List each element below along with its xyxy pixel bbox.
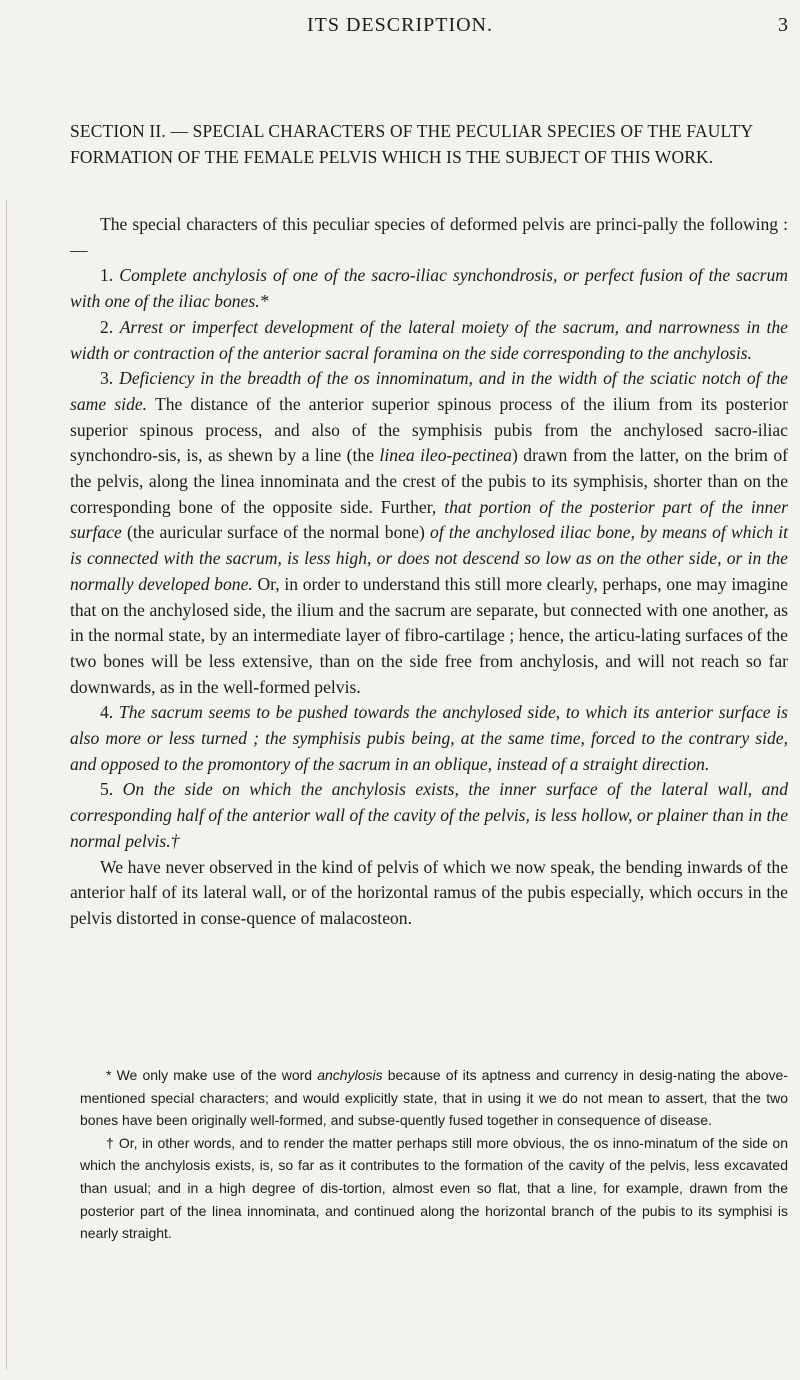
- intro-paragraph: The special characters of this peculiar species of deformed pelvis are princi-pally the following :—: [70, 214, 788, 260]
- item-number: 5.: [100, 779, 114, 800]
- character-item-5: [70, 777, 788, 854]
- footnote-text-cont: because of its aptness and currency in desig-nating the above-mentioned special characters; and would explicitly state, that in using it we do not mean to assert, that the two bones have been originally well-formed, and subse-quently fused together in consequence of disease.: [80, 1067, 788, 1129]
- footnotes: [80, 1064, 788, 1245]
- item-text-b: ) drawn from the latter, on the brim of the pelvis, along the linea innominata and the crest of the pubis to its symphisis, shorter than on the corresponding bone of the opposite side. Further,: [70, 445, 788, 517]
- footnote-2: [80, 1132, 788, 1245]
- item-text-italic-b: linea ileo-pectinea: [379, 445, 512, 466]
- closing-paragraph: We have never observed in the kind of pelvis of which we now speak, the bending inwards of the anterior half of its lateral wall, or of the horizontal ramus of the pubis especially, which occurs in the pelvis distorted in conse-quence of malacosteon.: [70, 856, 788, 928]
- item-number: 4.: [100, 702, 114, 723]
- item-number: 2.: [100, 316, 114, 337]
- item-text: Arrest or imperfect development of the lateral moiety of the sacrum, and narrowness in the width or contraction of the anterior sacral foramina on the side corresponding to the anchylosis.: [70, 316, 788, 363]
- item-number: 1.: [100, 265, 114, 286]
- item-text: On the side on which the anchylosis exists, the inner surface of the lateral wall, and corresponding half of the anterior wall of the cavity of the pelvis, is less hollow, or plainer than in the normal pelvis.†: [70, 779, 788, 851]
- item-text-d: Or, in order to understand this still more clearly, perhaps, one may imagine that on the anchylosed side, the ilium and the sacrum are separate, but connected with one another, as in the normal state, by an intermediate layer of fibro-cartilage ; hence, the articu-lating surfaces of the two bones will be less extensive, than on the side free from anchylosis, and will not reach so far downwards, as in the well-formed pelvis.: [70, 573, 788, 697]
- character-item-2: [70, 315, 788, 366]
- item-text-italic-a: Deficiency in the breadth of the os innominatum, and in the width of the sciatic notch of the same side.: [70, 368, 788, 414]
- section-heading: SECTION II. — SPECIAL CHARACTERS OF THE PECULIAR SPECIES OF THE FAULTY FORMATION OF THE FEMALE PELVIS WHICH IS THE SUBJECT OF THIS WORK.: [70, 121, 753, 167]
- item-text-c: (the auricular surface of the normal bone): [121, 522, 431, 543]
- item-text-italic-d: of the anchylosed iliac bone, by means of which it is connected with the sacrum, is less high, or does not descend so low as on the other side, or in the normally developed bone.: [70, 522, 788, 594]
- character-item-1: [70, 263, 788, 314]
- body-text: [70, 212, 788, 932]
- running-header: [0, 14, 800, 44]
- footnote-italic: anchylosis: [317, 1067, 383, 1083]
- footnote-text: We only make use of the word: [116, 1067, 318, 1083]
- footnote-mark: *: [106, 1067, 112, 1083]
- footnote-text: Or, in other words, and to render the matter perhaps still more obvious, the os inno-minatum of the side on which the anchylosis exists, is, so far as it contributes to the formation of the cavity of the pelvis, less excavated than usual; and in a high degree of dis-tortion, almost even so flat, that a line, for example, drawn from the posterior part of the linea innominata, and continued along the horizontal branch of the pubis to its symphisi is nearly straight.: [80, 1134, 789, 1242]
- item-number: 3.: [100, 368, 114, 389]
- character-item-3: [70, 366, 788, 700]
- item-text: Complete anchylosis of one of the sacro-iliac synchondrosis, or perfect fusion of the sacrum with one of the iliac bones.*: [70, 265, 788, 312]
- item-text-a: The distance of the anterior superior spinous process of the ilium from its posterior superior spinous process, and also of the symphisis pubis from the anchylosed sacro-iliac synchondro-sis, is, as shewn by a line (the: [70, 393, 788, 466]
- character-item-4: [70, 700, 788, 777]
- item-text-italic-c: that portion of the posterior part of the inner surface: [70, 496, 788, 543]
- footnote-1: [80, 1064, 788, 1132]
- page-gutter-shadow: [6, 200, 57, 1370]
- page-number: 3: [778, 14, 788, 36]
- footnote-mark: †: [106, 1134, 115, 1151]
- item-text: The sacrum seems to be pushed towards the anchylosed side, to which its anterior surface is also more or less turned ; the symphisis pubis being, at the same time, forced to the contrary side, and opposed to the promontory of the sacrum in an oblique, instead of a straight direction.: [70, 702, 788, 774]
- running-title: ITS DESCRIPTION.: [306, 14, 493, 36]
